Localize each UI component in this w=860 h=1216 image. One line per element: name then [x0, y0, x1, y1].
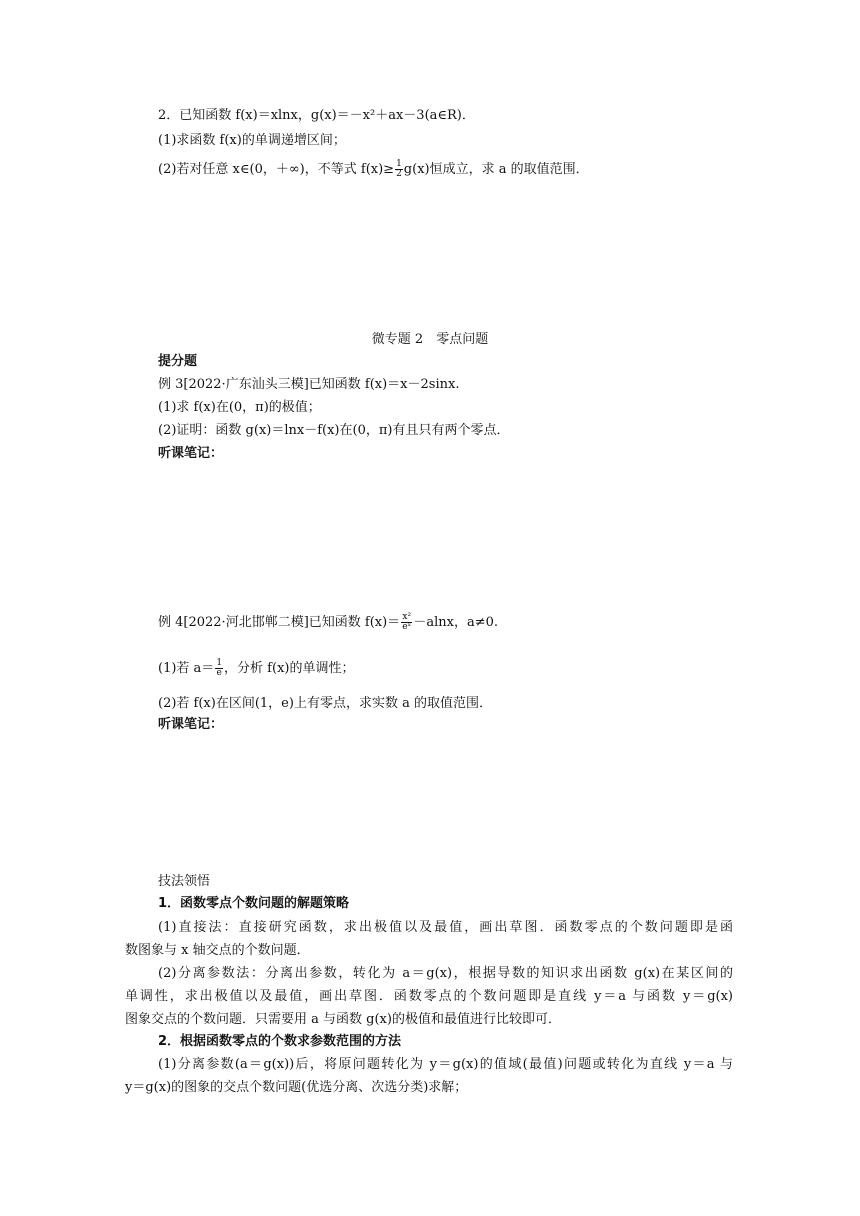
label-tifen: 提分题 — [158, 354, 198, 369]
fraction-one-over-e: $\frac{1}{e}$ — [216, 658, 223, 678]
problem-2-question-1: (1)求函数 f(x)的单调递增区间； — [158, 133, 346, 148]
tips-p1-line2: 数图象与 x 轴交点的个数问题． — [125, 943, 310, 958]
tips-heading-2: 2．根据函数零点的个数求参数范围的方法 — [158, 1034, 402, 1049]
example-3-question-1: (1)求 f(x)在(0，π)的极值； — [158, 400, 321, 415]
tips-p2-line3: 图象交点的个数问题．只需要用 a 与函数 g(x)的极值和最值进行比较即可． — [125, 1012, 561, 1027]
section-title: 微专题 2 零点问题 — [371, 332, 489, 347]
example-4-question-2: (2)若 f(x)在区间(1，e)上有零点，求实数 a 的取值范围． — [158, 696, 492, 711]
problem-2-stem: 2．已知函数 f(x)＝xlnx，g(x)＝－x²＋ax－3(a∈R)． — [158, 108, 475, 123]
tips-p3-line1: (1)分离参数(a＝g(x))后，将原问题转化为 y＝g(x)的值域(最值)问题或转化为直线 y＝a 与 — [158, 1057, 733, 1072]
tips-heading: 技法领悟 — [158, 874, 211, 889]
problem-2-question-2: (2)若对任意 x∈(0，＋∞)，不等式 f(x)≥ $\frac{1}{2}$ g(x)恒成立，求 a 的取值范围． — [158, 159, 589, 179]
example-4-notes-label: 听课笔记： — [158, 717, 224, 732]
fraction-one-half: $\frac{1}{2}$ — [396, 159, 402, 179]
tips-p3-line2: y＝g(x)的图象的交点个数问题(优选分离、次选分类)求解； — [125, 1080, 468, 1095]
tips-p2-line2: 单调性，求出极值以及最值，画出草图．函数零点的个数问题即是直线 y＝a 与函数 y＝g(x) — [125, 989, 733, 1004]
tips-heading-1: 1．函数零点个数问题的解题策略 — [158, 896, 350, 911]
tips-p1-line1: (1)直接法：直接研究函数，求出极值以及最值，画出草图．函数零点的个数问题即是函 — [158, 920, 733, 935]
example-3-notes-label: 听课笔记： — [158, 446, 224, 461]
example-4-stem: 例 4[2022·河北邯郸二模]已知函数 f(x)＝ $\frac{\text{x²}}{\text{eˣ}}$ －alnx，a≠0. — [158, 612, 498, 632]
fraction-x2-over-ex: $\frac{\text{x²}}{\text{eˣ}}$ — [402, 612, 412, 632]
example-3-question-2: (2)证明：函数 g(x)＝lnx－f(x)在(0，π)有且只有两个零点． — [158, 423, 510, 438]
tips-p2-line1: (2)分离参数法：分离出参数，转化为 a＝g(x)，根据导数的知识求出函数 g(x)在某区间的 — [158, 966, 733, 981]
example-3-stem: 例 3[2022·广东汕头三模]已知函数 f(x)＝x－2sinx. — [158, 377, 460, 392]
example-4-question-1: (1)若 a＝ $\frac{1}{e}$ ，分析 f(x)的单调性； — [158, 658, 355, 678]
